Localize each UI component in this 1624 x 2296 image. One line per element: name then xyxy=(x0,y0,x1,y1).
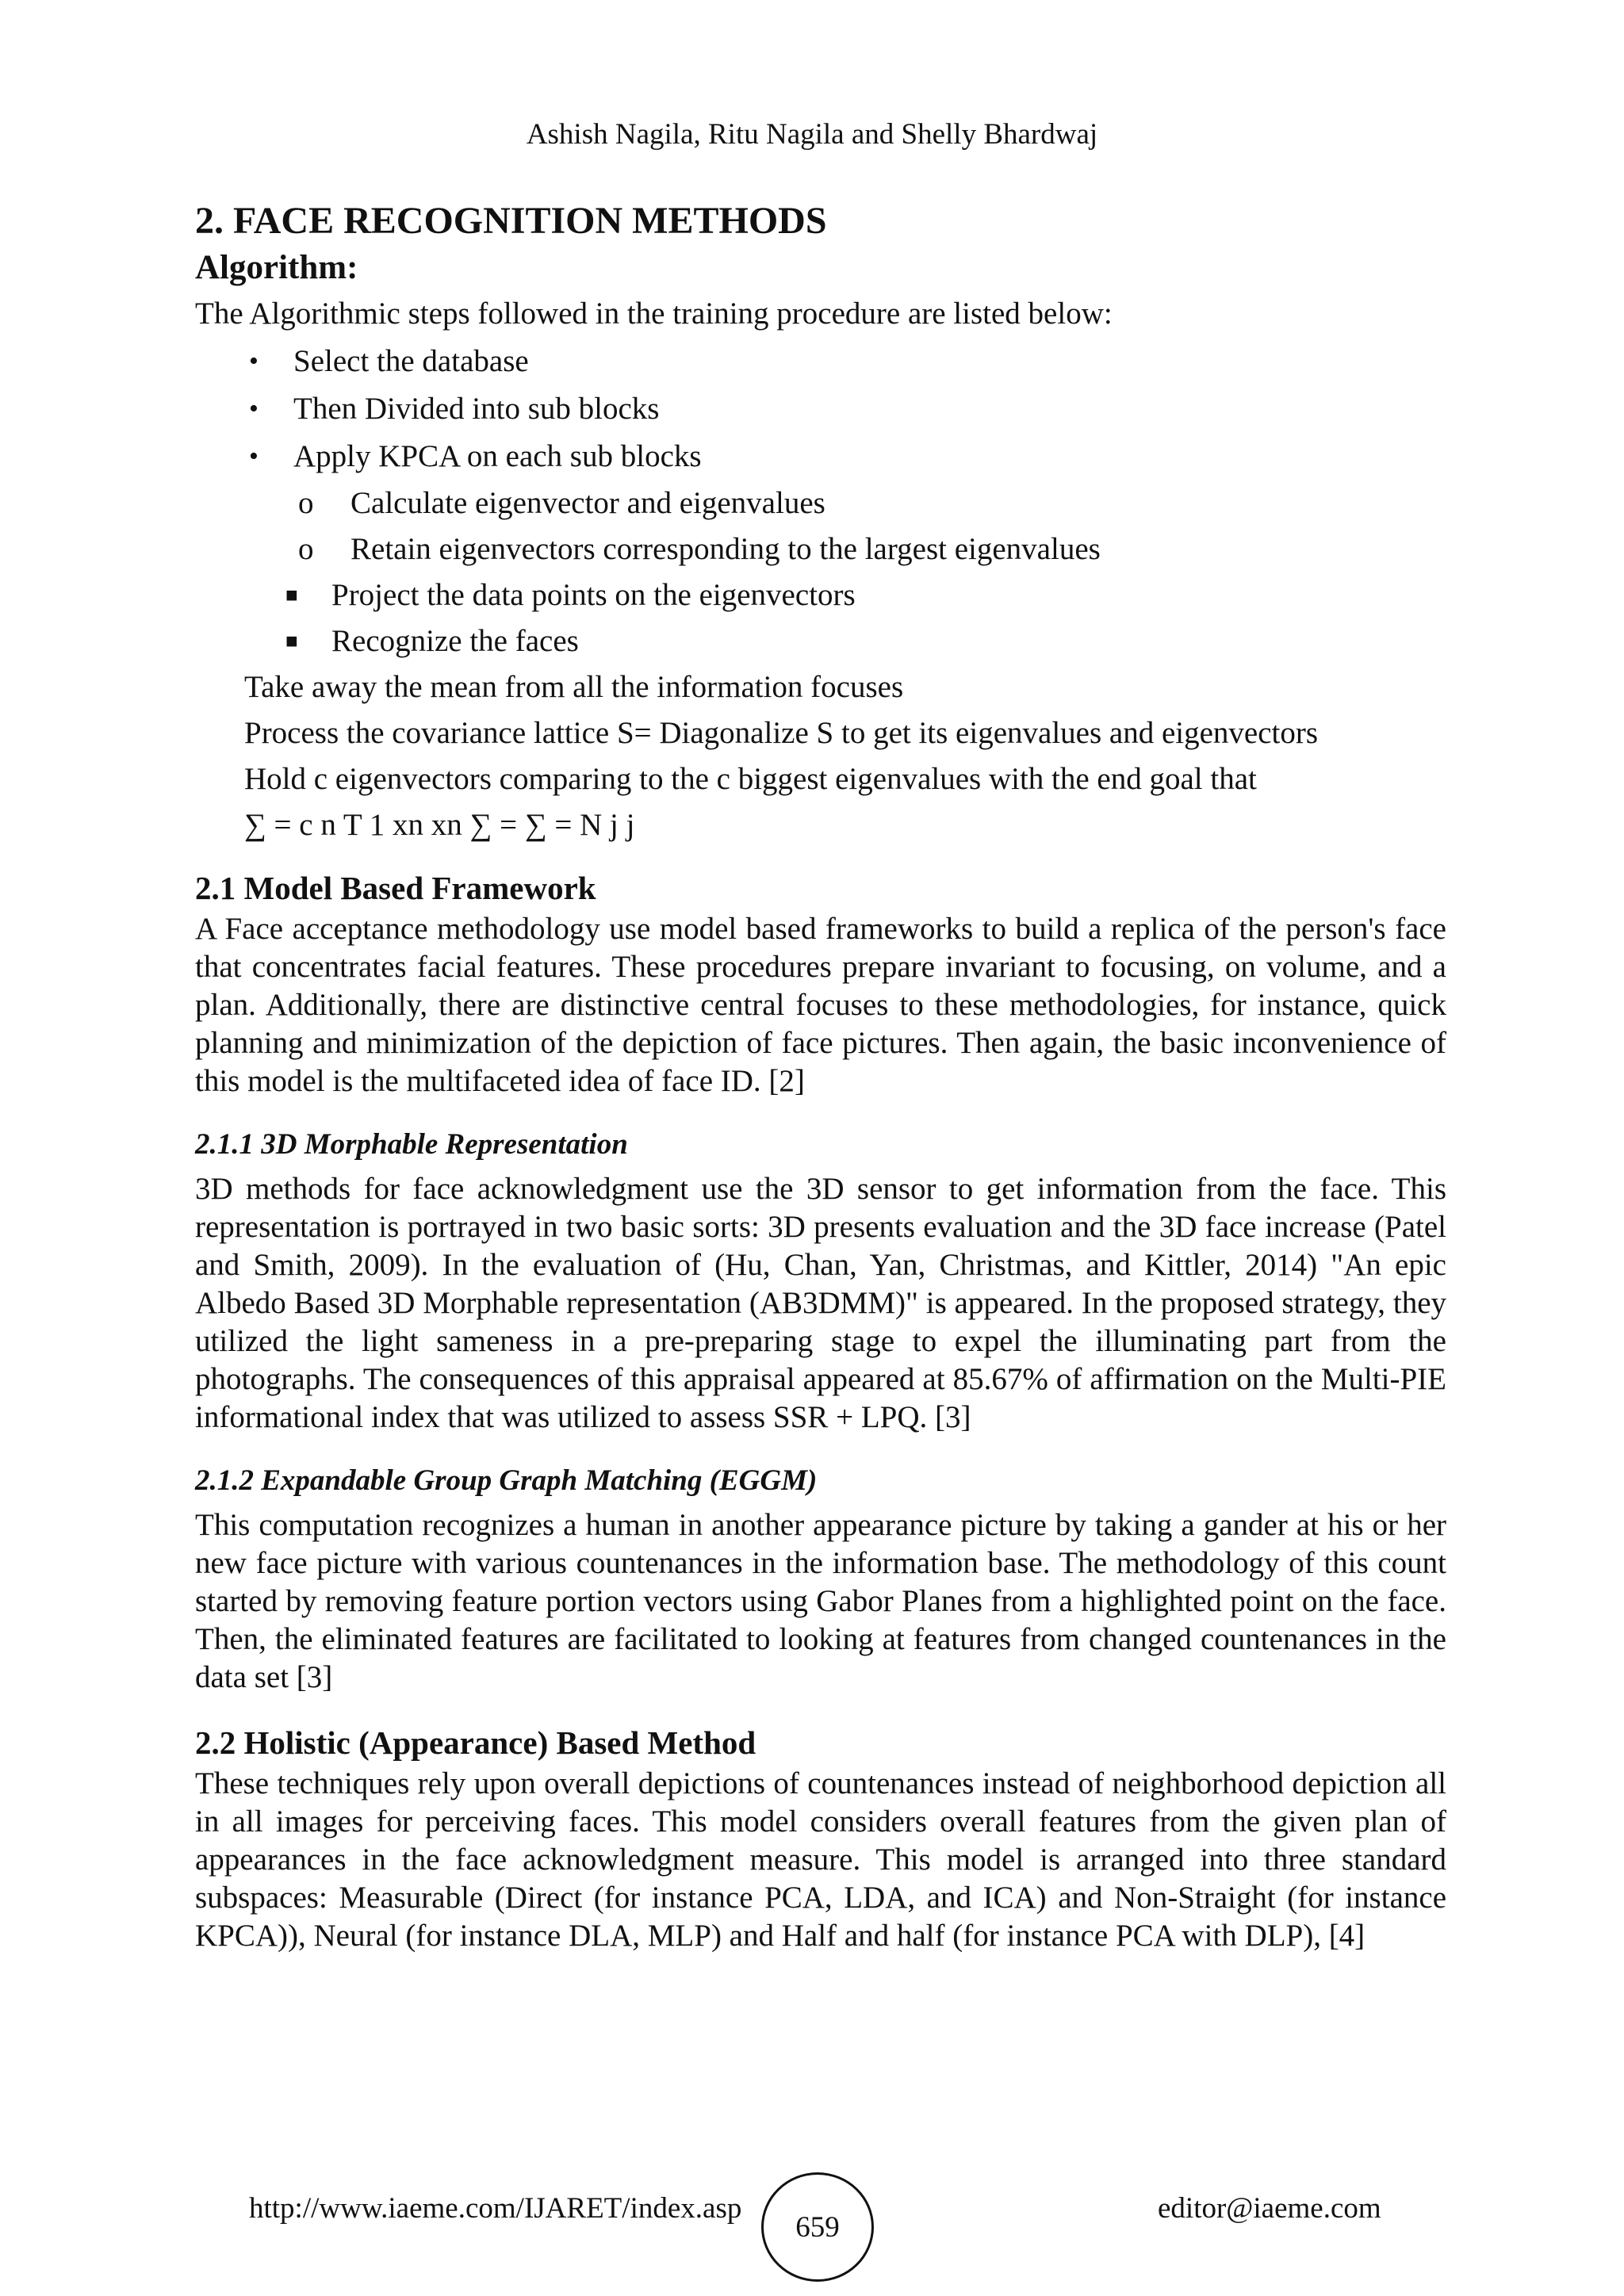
footer-url-link[interactable]: http://www.iaeme.com/IJARET/index.asp xyxy=(249,2192,742,2225)
list-item: • Select the database xyxy=(195,338,1446,385)
subsection-title: 2.2 Holistic (Appearance) Based Method xyxy=(195,1724,756,1761)
page-footer xyxy=(0,2172,1624,2252)
square-marker: ■ xyxy=(285,584,298,607)
paragraph: These techniques rely upon overall depictions of countenances instead of neighborhood depiction all in all images for perceiving faces. This model considers overall features from the given plan of appearances in the face acknowledgment measure. This model is arranged into three standard subspaces: Measurable (Direct (for instance PCA, LDA, and ICA) and Non-Straight (for instance KPCA)), Neural (for instance DLA, MLP) and Half and half (for instance PCA with DLP), [4] xyxy=(195,1766,1446,1953)
bullet-marker: • xyxy=(249,346,259,376)
paragraph: A Face acceptance methodology use model based frameworks to build a replica of the person's face that concentrates facial features. These procedures prepare invariant to focusing, on volume, and a plan. Additionally, there are distinctive central focuses to these methodologies, for instance, quick planning and minimization of the depiction of face pictures. Then again, the basic inconvenience of this model is the multifaceted idea of face ID. [2] xyxy=(195,912,1446,1098)
algorithm-line: Hold c eigenvectors comparing to the c biggest eigenvalues with the end goal that xyxy=(244,762,1257,796)
list-item: o Calculate eigenvector and eigenvalues xyxy=(195,480,1446,526)
page-number: 659 xyxy=(761,2172,874,2282)
square-marker: ■ xyxy=(285,629,298,652)
subsection-title: 2.1 Model Based Framework xyxy=(195,870,596,906)
running-header: Ashish Nagila, Ritu Nagila and Shelly Bhardwaj xyxy=(526,118,1098,151)
algorithm-steps xyxy=(195,338,1446,664)
main-content xyxy=(195,197,1446,1955)
algorithm-intro: The Algorithmic steps followed in the training procedure are listed below: xyxy=(195,297,1113,331)
section-title: 2. FACE RECOGNITION METHODS xyxy=(195,200,827,242)
algorithm-heading: Algorithm: xyxy=(195,249,358,286)
subsubsection-title: 2.1.2 Expandable Group Graph Matching (EGGM) xyxy=(195,1464,818,1497)
paragraph: 3D methods for face acknowledgment use the 3D sensor to get information from the face. This representation is portrayed in two basic sorts: 3D presents evaluation and the 3D face increase (Patel and Smith, 2009). In the evaluation of (Hu, Chan, Yan, Christmas, and Kittler, 2014) "An epic Albedo Based 3D Morphable representation (AB3DMM)" is appeared. In the proposed strategy, they utilized the light sameness in a pre-preparing stage to expel the illuminating part from the photographs. The consequences of this appraisal appeared at 85.67% of affirmation on the Multi-PIE informational index that was utilized to assess SSR + LPQ. [3] xyxy=(195,1172,1446,1434)
list-item: o Retain eigenvectors corresponding to the largest eigenvalues xyxy=(195,526,1446,572)
algorithm-line: Process the covariance lattice S= Diagonalize S to get its eigenvalues and eigenvectors xyxy=(244,716,1319,750)
footer-email-link[interactable]: editor@iaeme.com xyxy=(1158,2192,1381,2225)
list-item: ■ Project the data points on the eigenvectors xyxy=(195,572,1446,618)
list-item: • Then Divided into sub blocks xyxy=(195,385,1446,433)
formula-line: ∑ = c n T 1 xn xn ∑ = ∑ = N j j xyxy=(244,808,635,842)
circle-marker: o xyxy=(298,486,314,520)
paragraph: This computation recognizes a human in another appearance picture by taking a gander at his or her new face picture with various countenances in the information base. The methodology of this count started by removing feature portion vectors using Gabor Planes from a highlighted point on the face. Then, the eliminated features are facilitated to looking at features from changed countenances in the data set [3] xyxy=(195,1508,1446,1694)
circle-marker: o xyxy=(298,532,314,566)
bullet-marker: • xyxy=(249,394,259,423)
bullet-marker: • xyxy=(249,442,259,471)
subsubsection-title: 2.1.1 3D Morphable Representation xyxy=(195,1128,628,1161)
algorithm-line: Take away the mean from all the information focuses xyxy=(244,670,904,704)
list-item: ■ Recognize the faces xyxy=(195,618,1446,664)
list-item: • Apply KPCA on each sub blocks xyxy=(195,433,1446,480)
